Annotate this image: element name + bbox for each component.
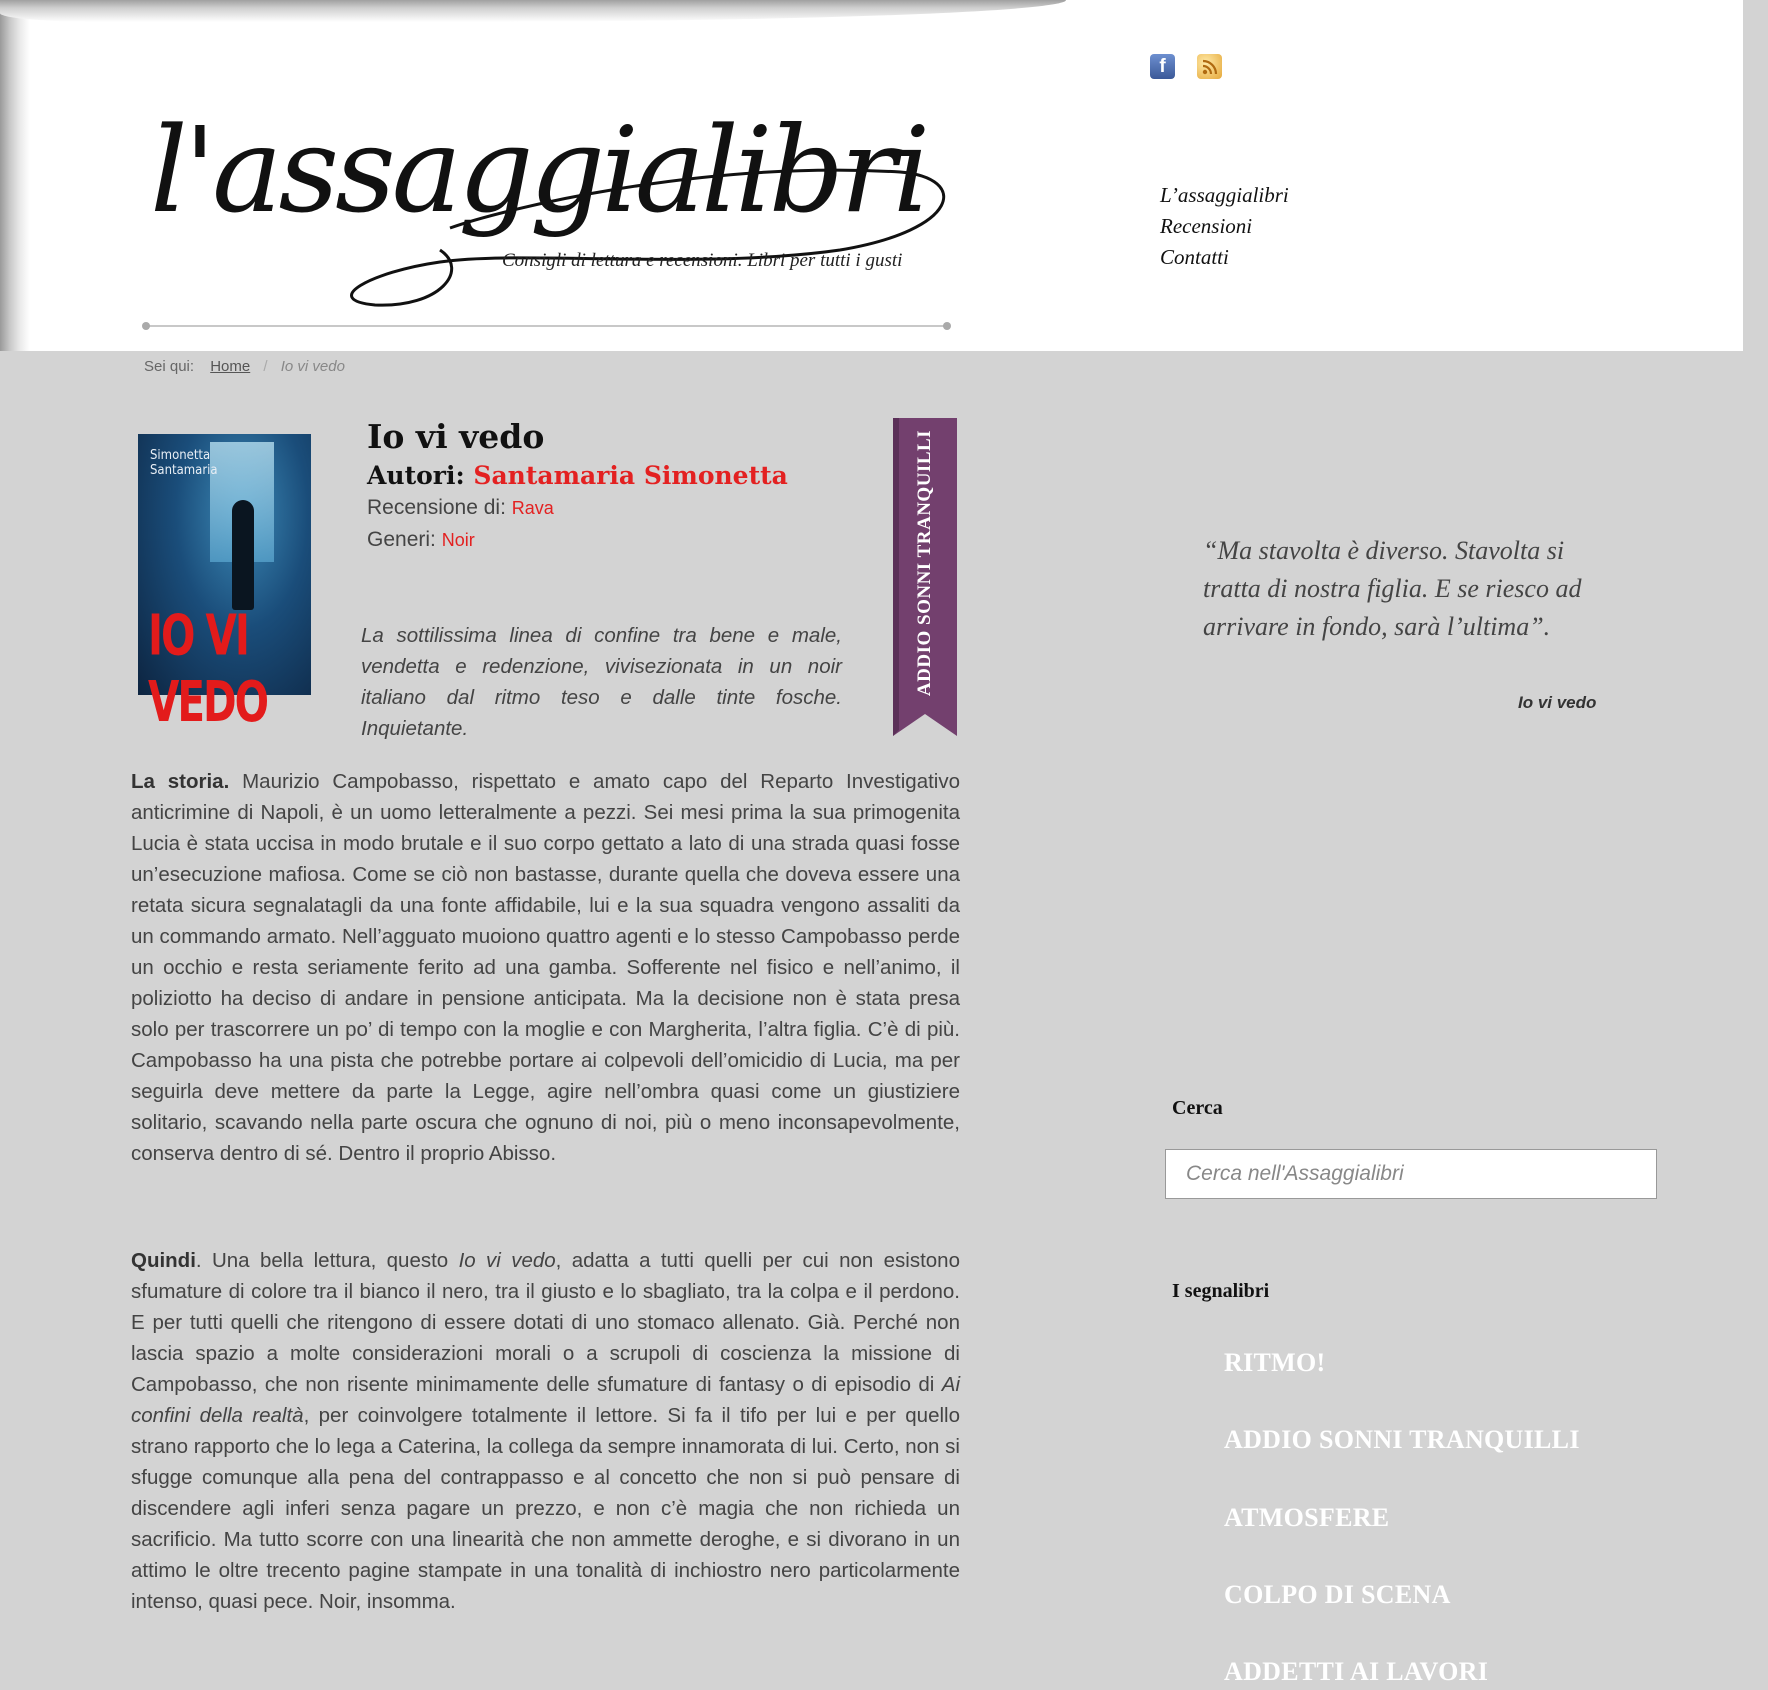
cover-figure-art: [232, 500, 254, 610]
breadcrumb-home-link[interactable]: Home: [210, 358, 251, 375]
featured-quote: “Ma stavolta è diverso. Stavolta si tratta di nostra figlia. E se riesco ad arrivare in fondo, sarà l’ultima”.: [1203, 536, 1582, 641]
author-link[interactable]: Santamaria Simonetta: [473, 461, 788, 490]
genres-line: [367, 524, 788, 556]
breadcrumb-current: Io vi vedo: [280, 358, 345, 375]
book-cover-image: [138, 434, 311, 735]
nav-item-recensioni[interactable]: Recensioni: [1160, 214, 1253, 238]
book-title-mention: Io vi vedo: [458, 1249, 556, 1272]
paragraph-text: , per coinvolgere totalmente il lettore. Si fa il tifo per lui e per quello strano rapporto che lo lega a Caterina, la collega da sempre innamorata di lui. Certo, non si sfugge comunque alla pena del contrappasso e al concetto che non si può pensare di discendere agli inferi senza pagare un prezzo, e non c’è magia che non richieda un sacrificio. Ma tutto scorre con una linearità che non ammette deroghe, e si divorano in un attimo le oltre trecento pagine stampate in una tonalità di inchiostro nero particolarmente intenso, quasi pece. Noir, insomma.: [131, 1404, 960, 1613]
logo-wordmark: l'assaggialibri: [150, 101, 927, 239]
reference-mention: Ai confini della realtà: [131, 1373, 960, 1427]
article-paragraph-verdict: [131, 1245, 960, 1617]
breadcrumb: [144, 358, 345, 375]
bookmark-addio-sonni-tranquilli[interactable]: ADDIO SONNI TRANQUILLI: [1224, 1425, 1580, 1454]
paragraph-text: . Una bella lettura, questo: [195, 1249, 459, 1272]
article-paragraph-story: [131, 766, 960, 1169]
rss-glyph: [1201, 58, 1219, 76]
authors-line: [367, 460, 788, 492]
ribbon-label-wrap: [893, 418, 957, 708]
facebook-icon[interactable]: f: [1150, 54, 1175, 79]
reviewer-line: [367, 492, 788, 524]
quote-source: Io vi vedo: [1518, 693, 1597, 712]
main-nav: [1160, 180, 1289, 273]
article-header: [367, 414, 788, 556]
site-logo[interactable]: [140, 100, 960, 310]
paragraph-text: Maurizio Campobasso, rispettato e amato capo del Reparto Investigativo anticrimine di Napoli, è un uomo letteralmente a pezzi. Sei mesi prima la sua primogenita Lucia è stata uccisa in modo brutale e il suo corpo gettato a lato di una strada quasi fosse un’esecuzione mafiosa. Come se ciò non bastasse, durante quella che doveva essere una retata sicura segnalatagli da una fonte affidabile, lui e la sua squadra vengono assaliti da un commando armato. Nell’agguato muoiono quattro agenti e lo stesso Campobasso perde un occhio e resta seriamente ferito ad una gamba. Sofferente nel fisico e nell’animo, il poliziotto ha deciso di andare in pensione anticipata. Ma la decisione non è stata presa solo per trascorrere un po’ di tempo con la moglie e con Margherita, l’altra figlia. C’è di più. Campobasso ha una pista che potrebbe portare ai colpevoli dell’omicidio di Lucia, ma per seguirla deve mettere da parte la Legge, agire nell’ombra quasi come un giustiziere solitario, scavando nella parte oscura che ognuno di noi, più o meno inconsapevolmente, conserva dentro di sé. Dentro il proprio Abisso.: [131, 770, 960, 1165]
site-header: [0, 0, 1743, 351]
paragraph-lead: Quindi: [131, 1249, 196, 1272]
reviewer-label: Recensione di:: [367, 496, 506, 519]
divider-dot: [142, 322, 150, 330]
social-links: [1150, 54, 1222, 79]
rss-feed-icon[interactable]: [1197, 54, 1222, 79]
nav-item-assaggialibri[interactable]: L’assaggialibri: [1160, 183, 1289, 207]
ribbon-label: ADDIO SONNI TRANQUILLI: [914, 429, 935, 697]
search-heading: Cerca: [1172, 1097, 1223, 1119]
bookmarks-heading: I segnalibri: [1172, 1280, 1270, 1302]
header-divider: [145, 325, 948, 327]
cover-title-text: IO VI VEDO: [148, 602, 268, 735]
bookmark-colpo-di-scena[interactable]: COLPO DI SCENA: [1224, 1580, 1451, 1609]
paragraph-text: , adatta a tutti quelli per cui non esistono sfumature di colore tra il bianco il nero, tra il giusto e lo sbagliato, tra la colpa e il perdono. E per tutti quelli che ritengono di essere dotati di uno stomaco allenato. Già. Perché non lascia spazio a molte considerazioni morali o a scrupoli di coscienza la missione di Campobasso, che non risente minimamente delle sfumature di fantasy o di episodio di: [131, 1249, 960, 1396]
breadcrumb-prefix: Sei qui:: [144, 358, 195, 375]
article-title: Io vi vedo: [367, 417, 545, 456]
genres-label: Generi:: [367, 528, 436, 551]
search-input[interactable]: [1165, 1149, 1657, 1199]
bookmark-addetti-ai-lavori[interactable]: ADDETTI AI LAVORI: [1224, 1657, 1489, 1686]
bookmark-ribbon[interactable]: [893, 418, 957, 736]
reviewer-link[interactable]: Rava: [511, 498, 554, 518]
breadcrumb-separator: /: [263, 358, 268, 375]
cover-author-text: Simonetta Santamaria: [150, 448, 218, 478]
bookmark-ritmo[interactable]: RITMO!: [1224, 1348, 1326, 1377]
bookmark-atmosfere[interactable]: ATMOSFERE: [1224, 1503, 1390, 1532]
logo-tagline: Consigli di lettura e recensioni. Libri per tutti i gusti: [502, 250, 903, 271]
authors-label: Autori:: [367, 461, 465, 490]
divider-dot: [943, 322, 951, 330]
paragraph-lead: La storia.: [131, 770, 230, 793]
genre-link[interactable]: Noir: [441, 530, 475, 550]
nav-item-contatti[interactable]: Contatti: [1160, 245, 1229, 269]
article-abstract: La sottilissima linea di confine tra bene e male, vendetta e redenzione, vivisezionata in un noir italiano dal ritmo teso e dalle tinte fosche. Inquietante.: [361, 623, 842, 740]
